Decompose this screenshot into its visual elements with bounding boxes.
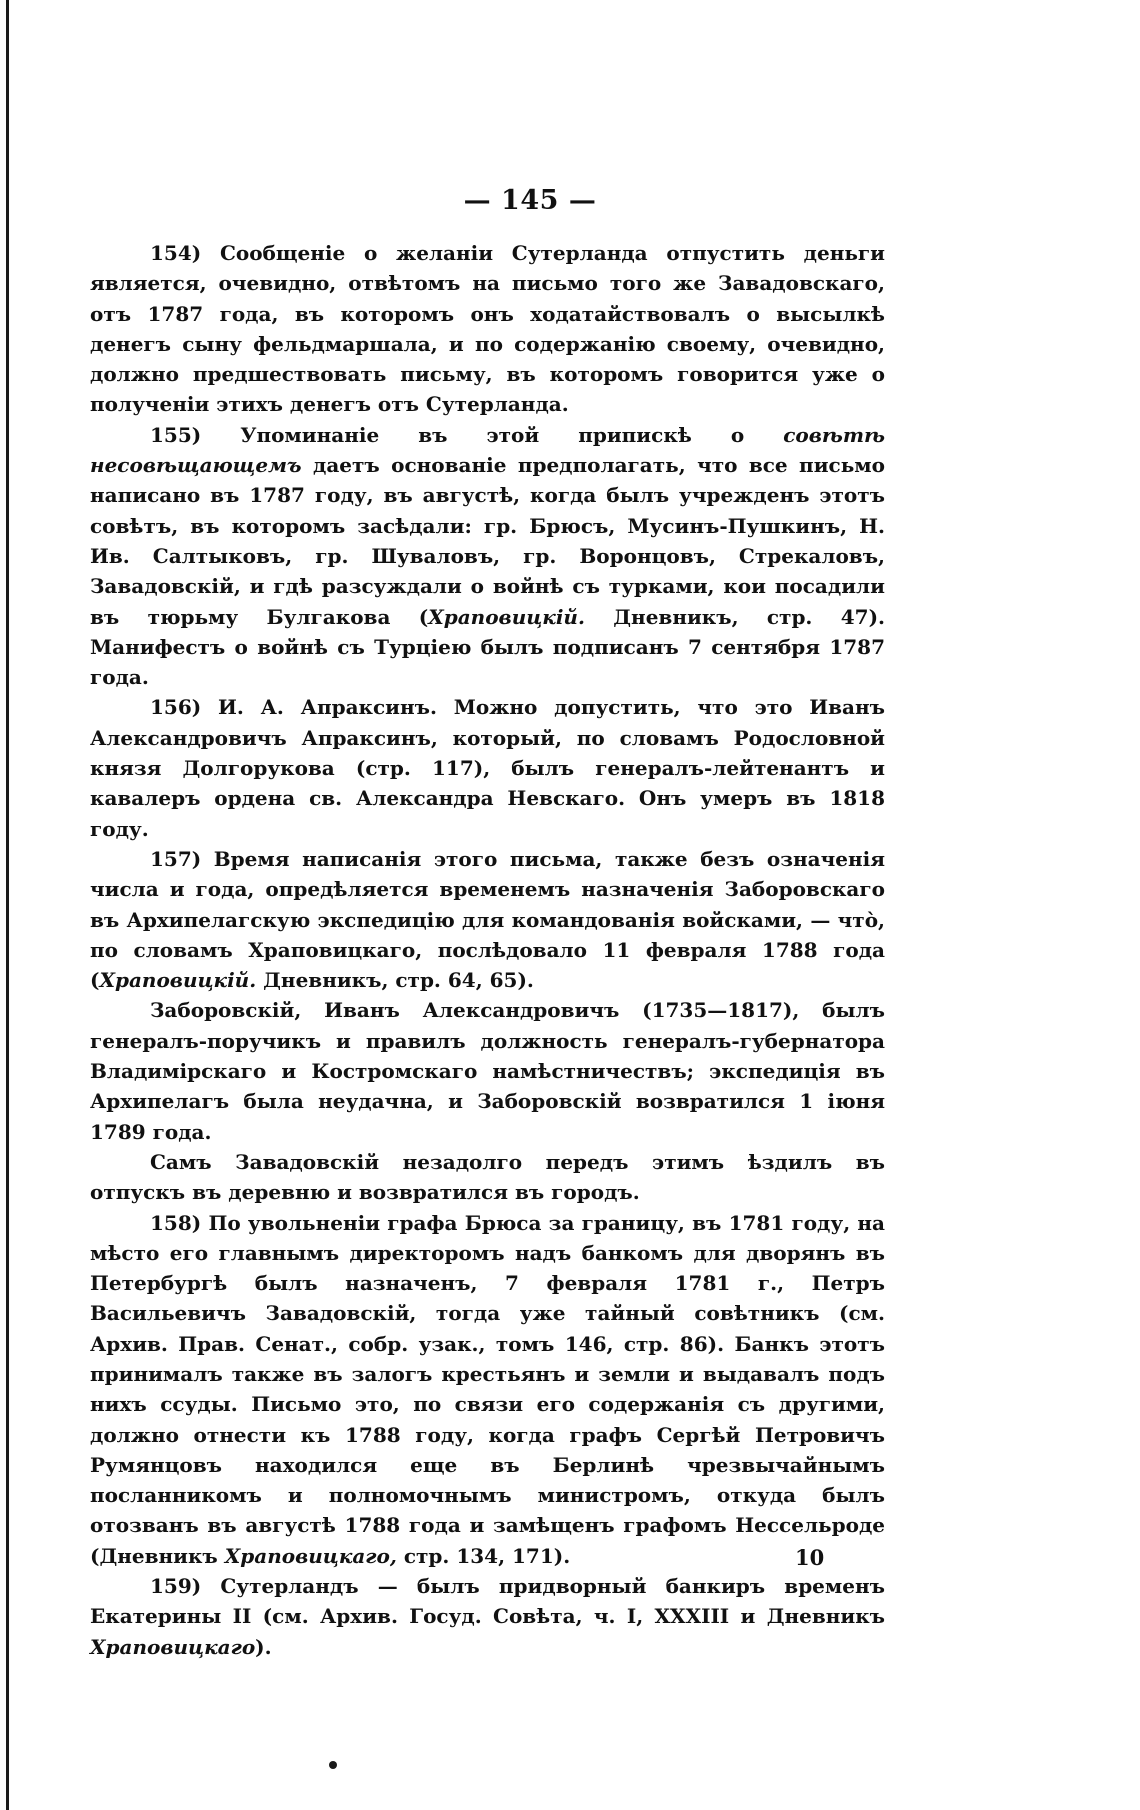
italic-reference: Храповицкаго [90, 1634, 256, 1659]
note-paragraph [90, 238, 885, 420]
text-segment: ). [255, 1634, 272, 1659]
page-number: — 145 — [463, 185, 597, 216]
text-segment: 158) По увольненіи графа Брюса за границу, въ 1781 году, на мѣсто его главнымъ директоромъ надъ банкомъ для дворянъ въ Петербургѣ былъ назначенъ, 7 февраля 1781 г., Петръ Васильевичъ Завадовскій, тогда уже тайный совѣтникъ (см. Архив. Прав. Сенат., собр. узак., томъ 146, стр. 86). Банкъ этотъ принималъ также въ залогъ крестьянъ и земли и выдавалъ подъ нихъ ссуды. Письмо это, по связи его содержанія съ другими, должно отнести къ 1788 году, когда графъ Сергѣй Петровичъ Румянцовъ находился еще въ Берлинѣ чрезвычайнымъ посланникомъ и полномочнымъ министромъ, откуда былъ отозванъ въ августѣ 1788 года и замѣщенъ графомъ Нессельроде (Дневникъ [90, 1210, 885, 1568]
text-segment: Заборовскій, Иванъ Александровичъ (1735—1817), былъ генералъ-поручикъ и правилъ должность генералъ-губернатора Владимірскаго и Костромскаго намѣстничествъ; экспедиція въ Архипелагъ была неудачна, и Заборовскій возвратился 1 іюня 1789 года. [90, 998, 885, 1144]
text-segment: 155) Упоминаніе въ этой припискѣ о [150, 422, 784, 447]
italic-reference: Храповицкаго, [224, 1543, 397, 1568]
note-paragraph [90, 1208, 885, 1572]
text-segment: 157) Время написанія этого письма, также безъ означенія числа и года, опредѣляется временемъ назначенія Заборовскаго въ Архипелагскую экспедицію для командованія войсками, — что̀, по словамъ Храповицкаго, послѣдовало 11 февраля 1788 года ( [90, 846, 885, 993]
page-scan-edge [6, 0, 9, 1810]
note-paragraph [90, 420, 885, 693]
note-paragraph [90, 1571, 885, 1662]
italic-reference: Храповицкій. [428, 604, 585, 629]
text-segment: стр. 134, 171). [396, 1543, 571, 1568]
note-paragraph [90, 844, 885, 995]
text-segment: Дневникъ, стр. 64, 65). [256, 968, 534, 993]
note-paragraph [90, 692, 885, 843]
note-paragraph [90, 995, 885, 1146]
ink-blot [329, 1761, 337, 1769]
text-segment: 159) Сутерландъ — былъ придворный банкиръ временъ Екатерины II (см. Архив. Госуд. Совѣта, ч. I, XXXIII и Дневникъ [90, 1574, 885, 1629]
notes-body [90, 238, 885, 1662]
text-segment: даетъ основаніе предполагать, что все письмо написано въ 1787 году, въ августѣ, когда былъ учрежденъ этотъ совѣтъ, въ которомъ засѣдали: гр. Брюсъ, Мусинъ-Пушкинъ, Н. Ив. Салтыковъ, гр. Шуваловъ, гр. Воронцовъ, Стрекаловъ, Завадовскій, и гдѣ разсуждали о войнѣ съ турками, кои посадили въ тюрьму Булгакова ( [90, 453, 885, 629]
italic-reference: Храповицкій. [99, 968, 257, 993]
note-paragraph [90, 1147, 885, 1208]
text-segment: 156) И. А. Апраксинъ. Можно допустить, что это Иванъ Александровичъ Апраксинъ, который, по словамъ Родословной князя Долгорукова (стр. 117), былъ генералъ-лейтенантъ и кавалеръ ордена св. Александра Невскаго. Онъ умеръ въ 1818 году. [90, 695, 885, 841]
text-segment: 154) Сообщеніе о желаніи Сутерланда отпустить деньги является, очевидно, отвѣтомъ на письмо того же Завадовскаго, отъ 1787 года, въ которомъ онъ ходатайствовалъ о высылкѣ денегъ сыну фельдмаршала, и по содержанію своему, очевидно, должно предшествовать письму, въ которомъ говорится уже о полученіи этихъ денегъ отъ Сутерланда. [90, 241, 885, 417]
italic-reference: совѣтѣ несовѣщающемъ [90, 422, 885, 478]
text-segment: Самъ Завадовскій незадолго передъ этимъ ѣздилъ въ отпускъ въ деревню и возвратился въ городъ. [90, 1149, 885, 1205]
text-segment: Дневникъ, стр. 47). Манифестъ о войнѣ съ Турціею былъ подписанъ 7 сентября 1787 года. [90, 604, 885, 690]
signature-mark: 10 [795, 1545, 825, 1570]
